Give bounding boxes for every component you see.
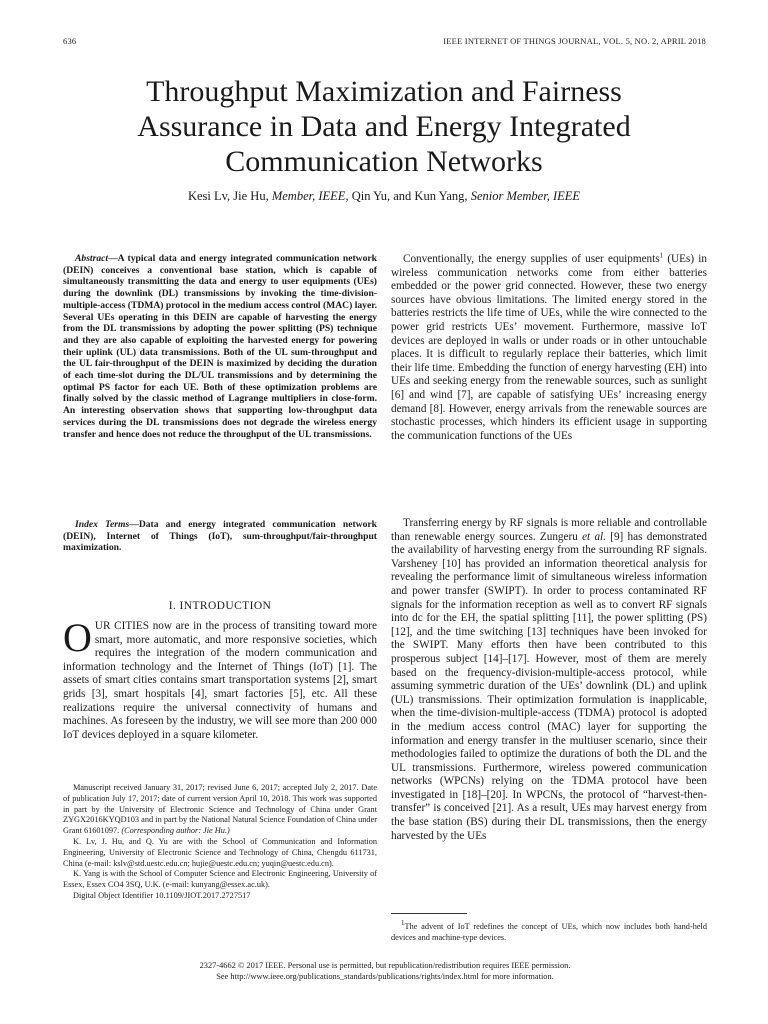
abstract [63, 253, 377, 440]
footnote [391, 921, 707, 943]
title-line: Throughput Maximization and Fairness [146, 75, 622, 108]
journal-header: IEEE INTERNET OF THINGS JOURNAL, VOL. 5, NO. 2, APRIL 2018 [443, 36, 706, 46]
copyright-line: See http://www.ieee.org/publications_standards/publications/rights/index.html for more information. [216, 972, 554, 981]
footnote-rule [391, 913, 467, 914]
index-terms-text: —Data and energy integrated communication network (DEIN), Internet of Things (IoT), sum-throughput/fair-throughput maximization. [63, 519, 377, 554]
body-paragraph [391, 253, 707, 443]
index-terms-label: Index Terms [75, 519, 130, 530]
title-line: Communication Networks [225, 145, 543, 178]
affiliation-note: K. Yang is with the School of Computer Science and Electronic Engineering, University of Essex, Essex CO4 3SQ, U.K. (e-mail: kunyang@essex.ac.uk). [63, 869, 377, 890]
author-list [60, 189, 708, 204]
intro-paragraph [63, 615, 377, 742]
intro-text: UR CITIES now are in the process of transiting toward more smart, more automatic, and more responsive societies, which requires the integration of the modern communication and information technology and the Internet of Things (IoT) [1]. The assets of smart cities contains smart transportation systems [2], smart grids [3], smart hospitals [4], smart factories [5], etc. All these realizations require the universal connectivity of humans and machines. As foreseen by the industry, we will see more than 200 000 IoT devices deployed in a square kilometer. [63, 620, 377, 741]
copyright-notice [63, 960, 707, 982]
footnote-text: The advent of IoT redefines the concept of UEs, which now includes both hand-held devices and machine-type devices. [391, 922, 707, 942]
authors-text: Kesi Lv, Jie Hu, [187, 189, 272, 203]
drop-cap: O [63, 615, 92, 660]
paragraph-text: Transferring energy by RF signals is more reliable and controllable than renewable energy sources. Zungeru [391, 517, 707, 543]
index-terms [63, 519, 377, 554]
author-role: Senior Member, IEEE [470, 189, 581, 203]
body-paragraph [391, 517, 707, 843]
title-line: Assurance in Data and Energy Integrated [137, 110, 631, 143]
manuscript-note-text: Manuscript received January 31, 2017; revised June 6, 2017; accepted July 2, 2017. Date of publication July 17, 2017; date of current version April 10, 2018. This work was supported in part by the University of Electronic Science and Technology of China under Grant ZYGX2016KYQD103 and in part by the National Natural Science Foundation of China under Grant 61601097. [63, 783, 377, 836]
first-page-notes [63, 783, 377, 902]
paragraph-text: Conventionally, the energy supplies of user equipments [403, 253, 660, 265]
corresponding-author: (Corresponding author: Jie Hu.) [121, 826, 230, 836]
et-al: et al. [582, 530, 606, 543]
paragraph-text: (UEs) in wireless communication networks come from either batteries embedded or the power grid connected. However, these two energy sources have obvious limitations. The limited energy stored in the batteries restricts the life time of UEs, while the wire connected to the power grid restricts UEs’ movement. Furthermore, massive IoT devices are deployed in walls or under roads or in other untouchable places. It is difficult to regularly replace their batteries, which limit their life time. Embedding the function of energy harvesting (EH) into UEs and seeking energy from the renewable sources, such as sunlight [6] and wind [7], are capable of satisfying UEs’ increasing energy demand [8]. However, energy arrivals from the renewable sources are stochastic processes, which hinders its efficient usage in supporting the communication functions of the UEs [391, 253, 707, 442]
footnote-ref: 1 [659, 251, 664, 260]
abstract-label: Abstract [75, 253, 109, 264]
section-heading: I. INTRODUCTION [168, 600, 272, 612]
abstract-text: —A typical data and energy integrated communication network (DEIN) conceives a conventional base station, which is capable of simultaneously transmitting the data and energy to user equipments (UEs) during the downlink (DL) transmissions by invoking the time-division-multiple-access (TDMA) protocol in the medium access control (MAC) layer. Several UEs operating in this DEIN are capable of harvesting the energy from the DL transmissions by adopting the power splitting (PS) technique and they are also capable of exploiting the harvested energy for powering their uplink (UL) data transmissions. Both of the UL sum-throughput and the UL fair-throughput of the DEIN is maximized by deciding the duration of each time-slot during the DL/UL transmissions and by determining the optimal PS factor for each UE. Both of these optimization problems are finally solved by the classic method of Lagrange multipliers in close-form. An interesting observation shows that supporting low-throughput data services during the DL transmissions does not degrade the wireless energy transfer and hence does not reduce the throughput of the UL transmissions. [63, 253, 377, 440]
affiliation-note: K. Lv, J. Hu, and Q. Yu are with the School of Communication and Information Engineering, University of Electronic Science and Technology of China, Chengdu 611731, China (e-mail: kslv@std.uestc.edu.cn; hujie@uestc.edu.cn; yuqin@uestc.edu.cn). [63, 836, 377, 868]
authors-text: , Qin Yu, and Kun Yang, [345, 189, 471, 203]
doi-note: Digital Object Identifier 10.1109/JIOT.2017.2727517 [73, 890, 251, 900]
paper-title [80, 74, 688, 179]
author-role: Member, IEEE [271, 189, 346, 203]
copyright-line: 2327-4662 © 2017 IEEE. Personal use is permitted, but republication/redistribution requires IEEE permission. [199, 961, 571, 970]
paragraph-text: [9] has demonstrated the availability of harvesting energy from the surrounding RF signals. Varsheney [10] has provided an information theoretical analysis for revealing the performance limit of simultaneous wireless information and power transfer (SWIPT). In order to process contaminated RF signals for the information reception as well as to convert RF signals into dc for the EH, the spatial splitting [11], the power splitting (PS) [12], and the time switching [13] techniques have been invoked for the SWIPT. Many efforts then have been contributed to this prosperous subject [14]–[17]. However, most of them are merely based on the frequency-division-multiple-access protocol, while assuming symmetric duration of the UEs’ downlink (DL) and uplink (UL) transmissions. Their optimization formulation is inapplicable, when the time-division-multiple-access (TDMA) protocol is adopted in the medium access control (MAC) layer for supporting the information and energy transfer in the multiuser scenario, since their methodologies failed to optimize the durations of both the DL and the UL transmissions. Furthermore, wireless powered communication networks (WPCNs) relying on the TDMA protocol have been investigated in [18]–[20]. In WPCNs, the protocol of “harvest-then-transfer” is conceived [21]. As a result, UEs may harvest energy from the base station (BS) during their DL transmissions, then the energy harvested by the UEs [391, 530, 708, 842]
footnote-mark: 1 [401, 919, 405, 928]
page-number: 636 [63, 36, 77, 46]
manuscript-note [63, 783, 377, 837]
